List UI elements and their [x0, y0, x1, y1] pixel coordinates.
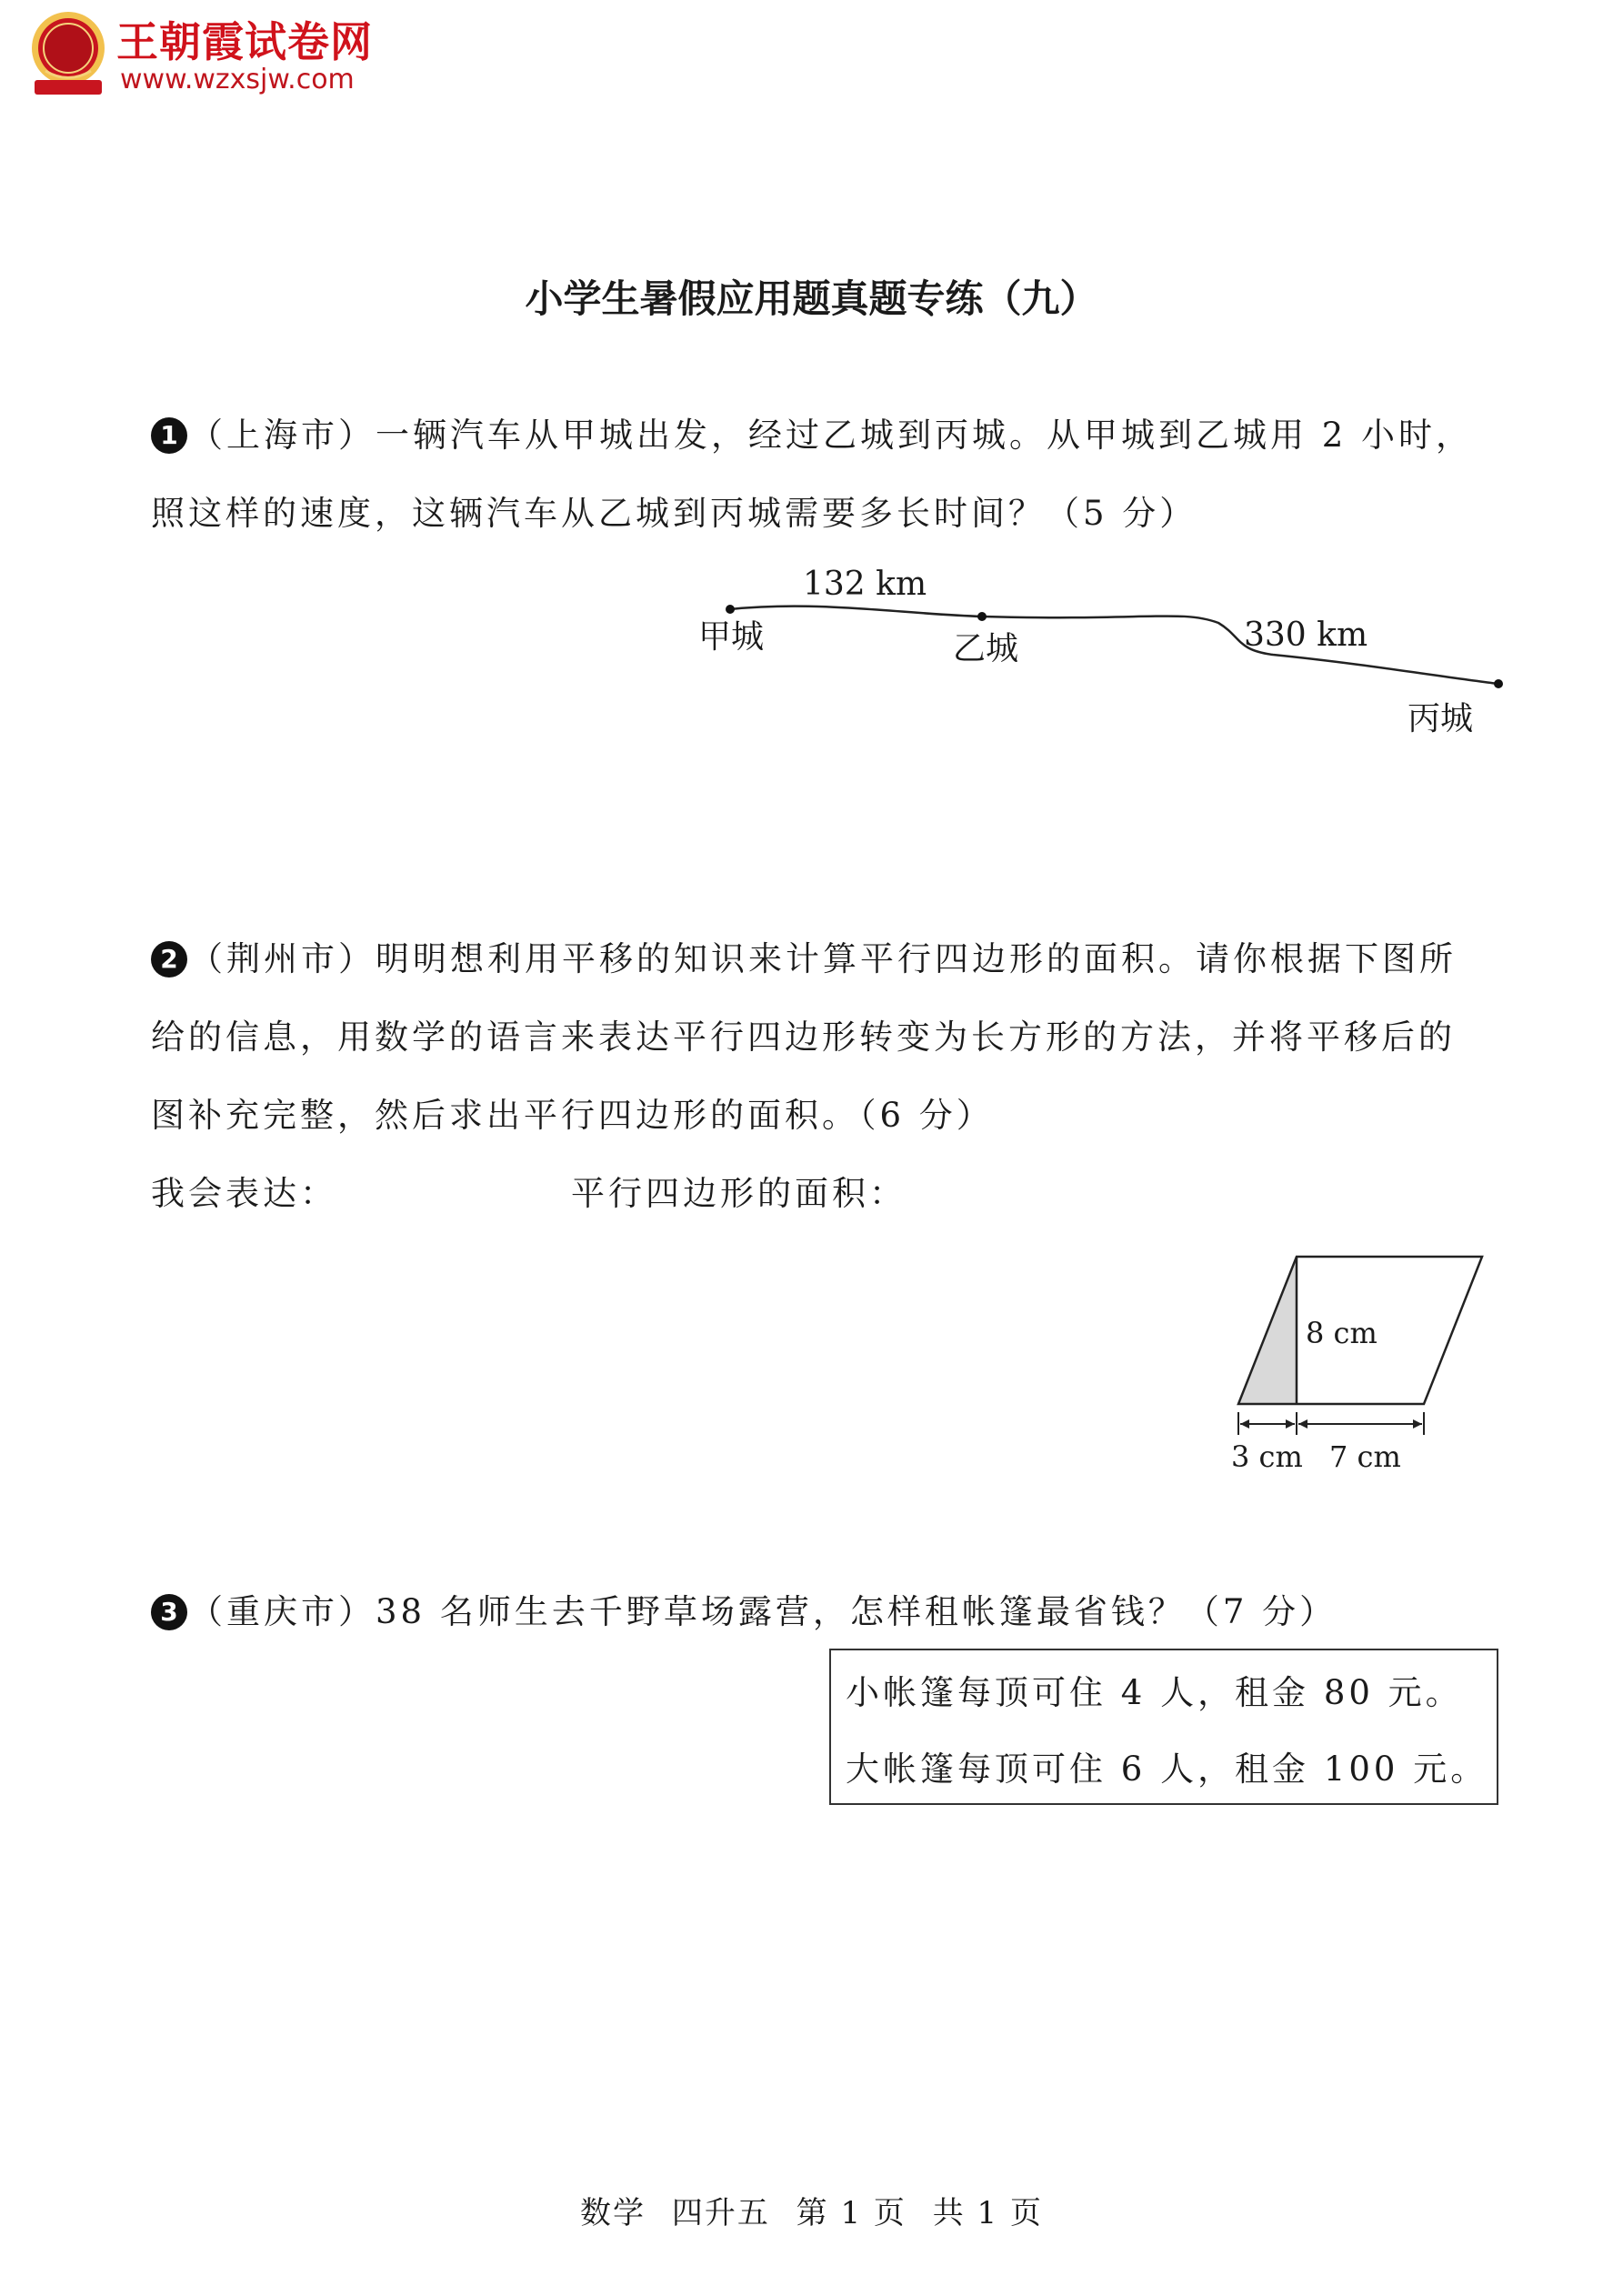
area-label: 平行四边形的面积： — [571, 1174, 907, 1213]
tent-info-box — [829, 1649, 1498, 1805]
brand-name: 王朝霞试卷网 — [116, 17, 373, 66]
parallelogram-figure — [1218, 1246, 1491, 1482]
question-2 — [151, 920, 1488, 1155]
logo — [27, 7, 109, 98]
site-url[interactable]: www.wzxsjw.com — [120, 64, 355, 95]
question-1-text: （上海市）一辆汽车从甲城出发，经过乙城到丙城。从甲城到乙城用 2 小时，照这样的速度，这辆汽车从乙城到丙城需要多长时间？（5 分） — [151, 416, 1474, 533]
city-b-label: 乙城 — [953, 630, 1019, 667]
page-footer — [0, 2188, 1623, 2232]
question-1 — [151, 396, 1488, 553]
distance-ab-label: 132 km — [803, 566, 927, 603]
city-a-dot — [726, 605, 735, 614]
question-number-2: 2 — [151, 941, 187, 978]
distance-bc-label: 330 km — [1244, 617, 1368, 654]
large-tent-info: 大帐篷每顶可住 6 人，租金 100 元。 — [846, 1750, 1488, 1789]
question-2-text: （荆州市）明明想利用平移的知识来计算平行四边形的面积。请你根据下图所给的信息，用数学的语言来表达平行四边形转变为长方形的方法，并将平移后的图补充完整，然后求出平行四边形的面积。（6 分） — [151, 939, 1457, 1135]
page-title: 小学生暑假应用题真题专练（九） — [525, 276, 1098, 321]
route-diagram — [673, 564, 1518, 755]
small-tent-info: 小帐篷每顶可住 4 人，租金 80 元。 — [846, 1673, 1463, 1712]
question-number-1: 1 — [151, 417, 187, 454]
question-number-3: 3 — [151, 1594, 187, 1630]
city-c-dot — [1494, 679, 1503, 688]
city-b-dot — [977, 612, 987, 621]
city-a-label: 甲城 — [698, 618, 765, 656]
height-label: 8 cm — [1306, 1316, 1378, 1350]
route-line — [730, 607, 1498, 684]
footer-subject: 数学 — [580, 2195, 646, 2231]
footer-grade: 四升五 — [671, 2195, 770, 2231]
right-base-label: 7 cm — [1329, 1439, 1401, 1474]
question-3-text: （重庆市）38 名师生去千野草场露营，怎样租帐篷最省钱？（7 分） — [189, 1592, 1337, 1631]
footer-page: 第 1 页 — [796, 2195, 907, 2231]
express-label: 我会表达： — [151, 1174, 337, 1213]
question-3 — [151, 1573, 1488, 1651]
city-c-label: 丙城 — [1408, 700, 1474, 737]
footer-total: 共 1 页 — [932, 2195, 1043, 2231]
left-base-label: 3 cm — [1231, 1439, 1303, 1474]
